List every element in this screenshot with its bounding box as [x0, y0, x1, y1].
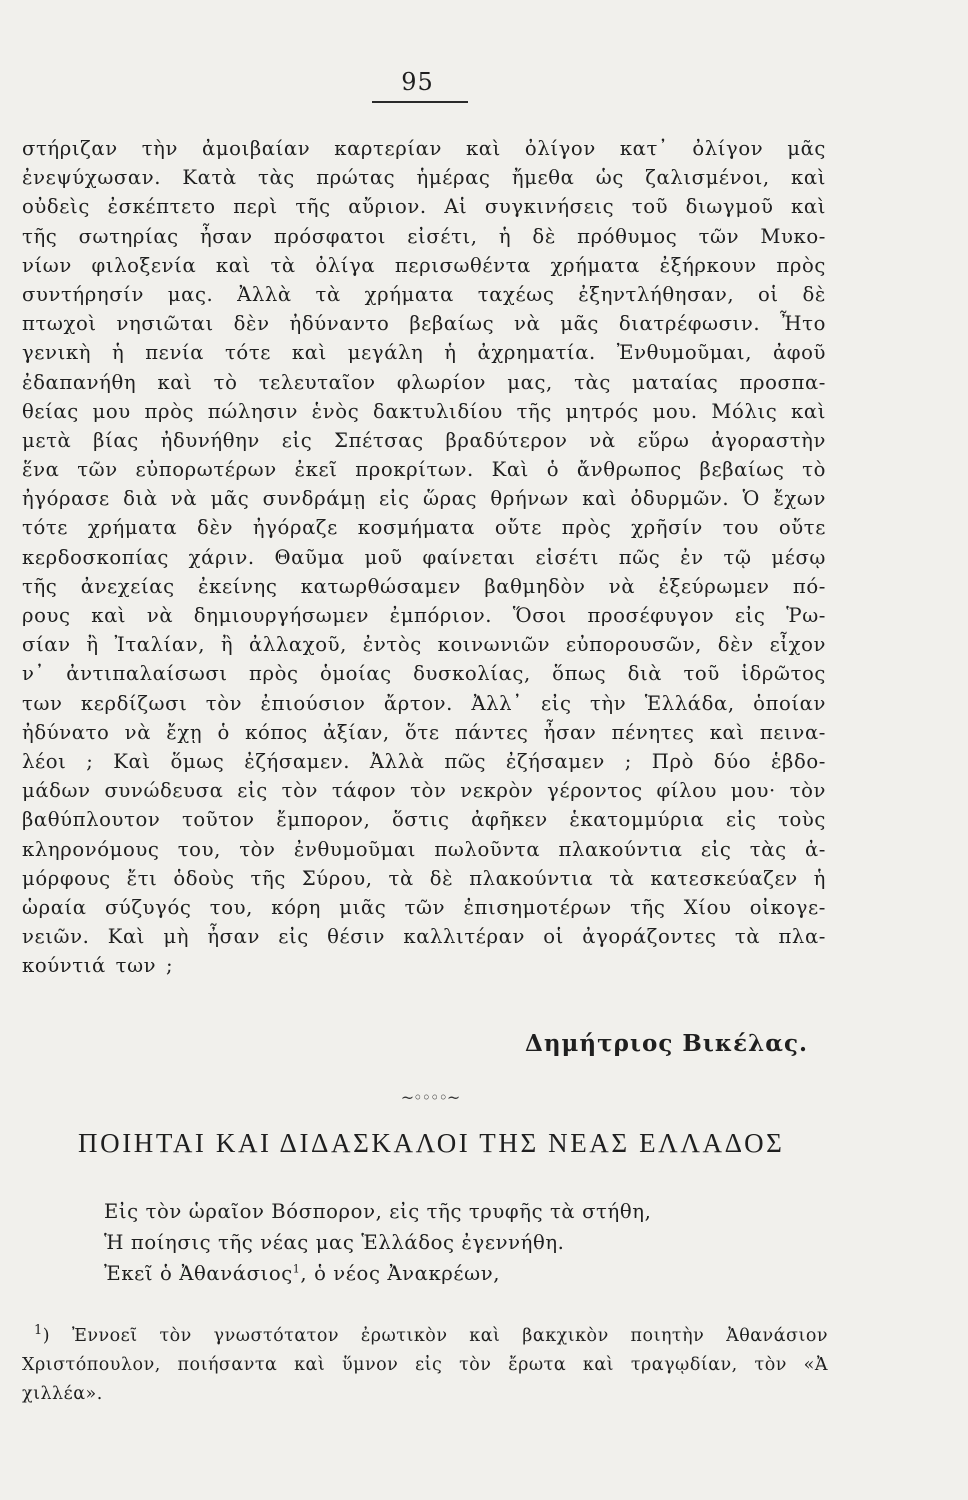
text-line: τῆς ἀνεχείας ἐκείνης κατωρθώσαμεν βαθμηδὸν νὰ ἐξεύρωμεν πό- — [22, 574, 826, 598]
text-line: κούντιά των ; — [22, 954, 174, 978]
footnote-line: χιλλέα». — [22, 1384, 103, 1404]
text-line: συντήρησίν μας. Ἀλλὰ τὰ χρήματα ταχέως ἐξηντλήθησαν, οἱ δὲ — [22, 282, 826, 306]
text-line: ρους καὶ νὰ δημιουργήσωμεν ἐμπόριον. Ὅσοι προσέφυγον εἰς Ῥω- — [22, 604, 826, 627]
text-line: ἐνεψύχωσαν. Κατὰ τὰς πρώτας ἡμέρας ἤμεθα ὡς ζαλισμένοι, καὶ — [22, 166, 826, 190]
text-line: μάδων συνώδευσα εἰς τὸν τάφον τὸν νεκρὸν γέροντος φίλου μου· τὸν — [22, 779, 826, 803]
text-line: πτωχοὶ νησιῶται δὲν ἠδύναντο βεβαίως νὰ μᾶς διατρέφωσιν. Ἦτο — [22, 312, 826, 336]
verse-text: Ἐκεῖ ὁ Ἀθανάσιος — [104, 1262, 293, 1285]
text-line: ἠγόρασε διὰ νὰ μᾶς συνδράμῃ εἰς ὥρας θρήνων καὶ ὀδυρμῶν. Ὁ ἔχων — [22, 487, 826, 511]
text-line: σίαν ἢ Ἰταλίαν, ἢ ἀλλαχοῦ, ἐντὸς κοινωνιῶν εὐπορουσῶν, δὲν εἶχον — [22, 633, 826, 657]
text-line: βαθύπλουτον τοῦτον ἔμπορον, ὅστις ἀφῆκεν ἑκατομμύρια εἰς τοὺς — [22, 808, 826, 832]
page-number: 95 — [401, 68, 434, 96]
text-line: νειῶν. Καὶ μὴ ἦσαν εἰς θέσιν καλλιτέραν οἱ ἀγοράζοντες τὰ πλα- — [22, 925, 826, 949]
footnote-marker: 1 — [34, 1323, 43, 1339]
text-line: κερδοσκοπίας χάριν. Θαῦμα μοῦ φαίνεται εἰσέτι πῶς ἐν τῷ μέσῳ — [22, 545, 826, 569]
body-paragraph — [22, 134, 826, 980]
text-line: ὡραία σύζυγός του, κόρη μιᾶς τῶν ἐπισημοτέρων τῆς Χίου οἰκογε- — [22, 895, 826, 919]
text-line: των κερδίζωσι τὸν ἐπιούσιον ἄρτον. Ἀλλ᾽ εἰς τὴν Ἑλλάδα, ὁποίαν — [22, 691, 826, 715]
page-number-rule — [372, 101, 468, 103]
text-line: ν᾽ ἀντιπαλαίσωσι πρὸς ὁμοίας δυσκολίας, ὅπως διὰ τοῦ ἱδρῶτος — [22, 662, 826, 686]
text-line: ἠδύνατο νὰ ἔχῃ ὁ κόπος ἀξίαν, ὅτε πάντες ἦσαν πένητες καὶ πεινα- — [22, 720, 826, 744]
footnote-line: Χριστόπουλον, ποιήσαντα καὶ ὕμνον εἰς τὸν ἔρωτα καὶ τραγῳδίαν, τὸν «Ἀ — [22, 1355, 828, 1375]
text-line: μόρφους ἔτι ὁδοὺς τῆς Σύρου, τὰ δὲ πλακούντια τὰ κατεσκεύαζεν ἡ — [22, 866, 826, 890]
text-line: μετὰ βίας ἠδυνήθην εἰς Σπέτσας βραδύτερον νὰ εὕρω ἀγοραστὴν — [22, 428, 826, 452]
verse-text: , ὁ νέος Ἀνακρέων, — [300, 1262, 501, 1285]
verse-line — [104, 1258, 651, 1289]
section-ornament: ~◦◦◦◦~ — [400, 1088, 460, 1107]
text-line: γενικὴ ἡ πενία τότε καὶ μεγάλη ἡ ἀχρηματία. Ἐνθυμοῦμαι, ἀφοῦ — [22, 341, 826, 365]
author-signature: Δημήτριος Βικέλας. — [524, 1030, 808, 1057]
text-line: ἐδαπανήθη καὶ τὸ τελευταῖον φλωρίον μας, τὰς ματαίας προσπα- — [22, 370, 826, 394]
verse-line: Ἡ ποίησις τῆς νέας μας Ἑλλάδος ἐγεννήθη. — [104, 1231, 565, 1254]
text-line: οὐδεὶς ἐσκέπτετο περὶ τῆς αὔριον. Αἱ συγκινήσεις τοῦ διωγμοῦ καὶ — [22, 195, 826, 219]
footnote-line — [22, 1322, 828, 1351]
verse-line: Εἰς τὸν ὡραῖον Βόσπορον, εἰς τῆς τρυφῆς τὰ στήθη, — [104, 1200, 652, 1223]
text-line: στήριζαν τὴν ἀμοιβαίαν καρτερίαν καὶ ὀλίγον κατ᾽ ὀλίγον μᾶς — [22, 137, 826, 160]
footnote-text: ) Ἐννοεῖ τὸν γνωστότατον ἐρωτικὸν καὶ βακχικὸν ποιητὴν Ἀθανάσιον — [42, 1326, 828, 1346]
text-line: νίων φιλοξενία καὶ τὰ ὀλίγα περισωθέντα χρήματα ἐξήρκουν πρὸς — [22, 253, 826, 277]
text-line: θείας μου πρὸς πώλησιν ἑνὸς δακτυλιδίου τῆς μητρός μου. Μόλις καὶ — [22, 399, 826, 423]
text-line: τότε χρήματα δὲν ἠγόραζε κοσμήματα οὔτε πρὸς χρῆσίν του οὔτε — [22, 516, 826, 540]
footnote — [22, 1322, 828, 1409]
footnote-reference[interactable]: 1 — [292, 1262, 301, 1276]
text-line: λέοι ; Καὶ ὅμως ἐζήσαμεν. Ἀλλὰ πῶς ἐζήσαμεν ; Πρὸ δύο ἑβδο- — [22, 749, 826, 773]
section-title: ΠΟΙΗΤΑΙ ΚΑΙ ΔΙΔΑΣΚΑΛΟΙ ΤΗΣ ΝΕΑΣ ΕΛΛΑΔΟΣ — [78, 1128, 785, 1158]
verse-block — [104, 1196, 651, 1289]
text-line: κληρονόμους του, τὸν ἐνθυμοῦμαι πωλοῦντα πλακούντια εἰς τὰς ἀ- — [22, 837, 826, 861]
text-line: τῆς σωτηρίας ἦσαν πρόσφατοι εἰσέτι, ἡ δὲ πρόθυμος τῶν Μυκο- — [22, 224, 826, 248]
text-line: ἕνα τῶν εὐπορωτέρων ἐκεῖ προκρίτων. Καὶ ὁ ἄνθρωπος βεβαίως τὸ — [22, 458, 826, 482]
